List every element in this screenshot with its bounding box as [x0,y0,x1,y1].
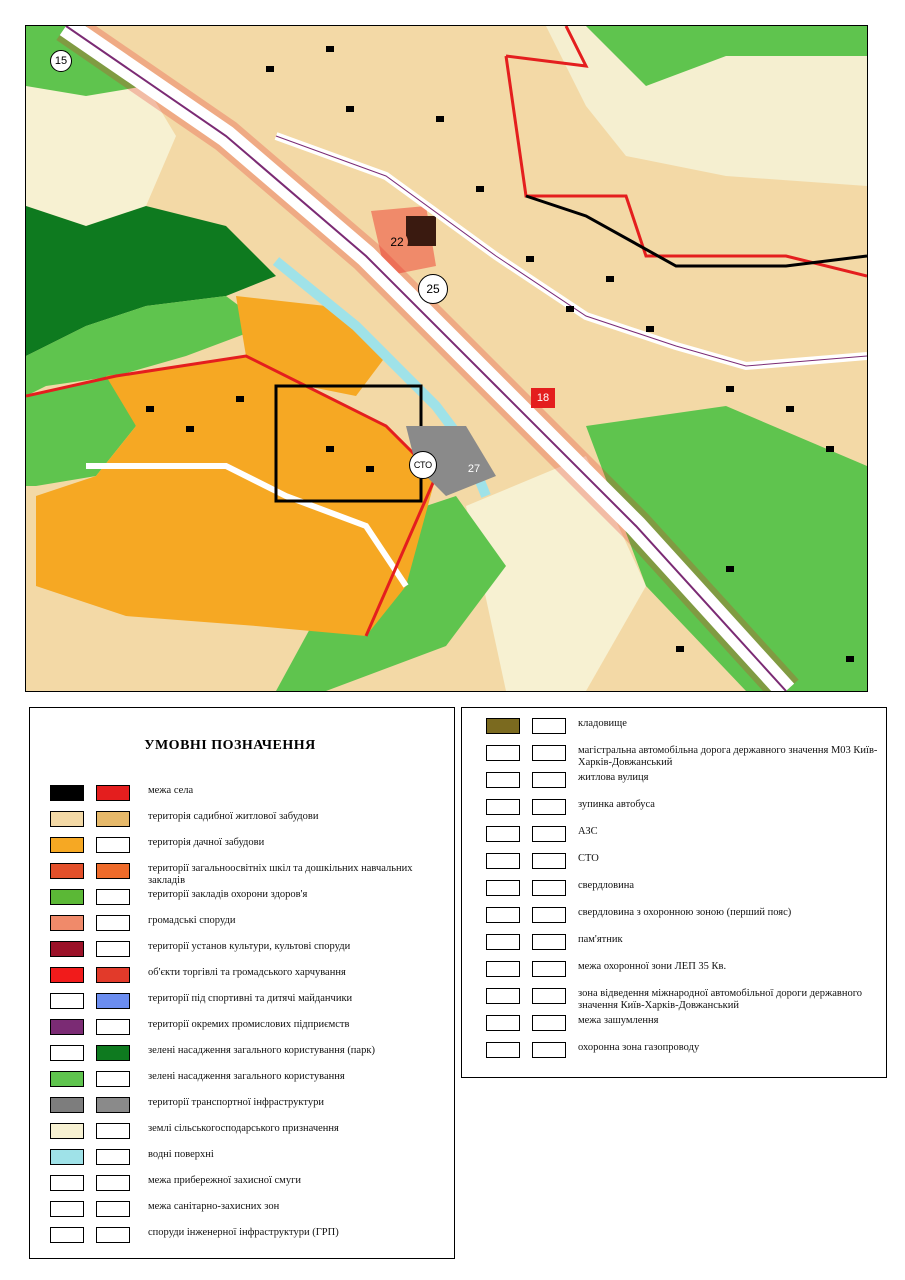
marker-22[interactable] [386,231,408,253]
legend-swatch [50,1071,84,1087]
legend-swatch [486,1042,520,1058]
legend-swatch [486,880,520,896]
legend-item [30,1147,454,1169]
legend-right [461,707,887,1078]
legend-label: межа зашумлення [578,1015,659,1026]
legend-label: території закладів охорони здоров'я [148,889,308,900]
legend-label: свердловина [578,880,635,891]
legend-label: споруди інженерної інфраструктури (ГРП) [148,1227,339,1238]
legend-swatch [96,1019,130,1035]
legend-label: охоронна зона газопроводу [578,1042,700,1053]
legend-label: зона відведення міжнародної автомобільної дороги державного значення Київ-Харків-Довжанський [578,988,863,1011]
legend-swatch [532,988,566,1004]
legend-swatch [532,853,566,869]
legend-item [30,1199,454,1221]
marker-18[interactable] [531,388,555,408]
legend-label: територія садибної житлової забудови [148,811,319,822]
legend-swatch [50,1175,84,1191]
legend-swatch [50,1045,84,1061]
legend-label: межа санітарно-захисних зон [148,1201,280,1212]
legend-swatch [532,1042,566,1058]
legend-item [30,939,454,961]
legend-swatch [50,1019,84,1035]
legend-item [462,959,886,981]
legend-item [462,851,886,873]
legend-item [462,878,886,900]
legend-swatch [50,1097,84,1113]
map-panel[interactable] [25,25,868,692]
legend-label: землі сільськогосподарського призначення [148,1123,339,1134]
legend-swatch [486,826,520,842]
legend-left [29,707,455,1259]
legend-swatch [50,785,84,801]
legend-item [462,905,886,927]
public-building [406,216,436,246]
legend-swatch [96,941,130,957]
legend-item [30,1017,454,1039]
legend-label: території транспортної інфраструктури [148,1097,324,1108]
legend-item [462,932,886,954]
legend-swatch [96,811,130,827]
legend-item [30,887,454,909]
legend-item [30,965,454,987]
legend-item [30,913,454,935]
legend-item [30,1225,454,1247]
legend-swatch [96,1175,130,1191]
legend-swatch [486,907,520,923]
legend-item [30,1121,454,1143]
legend-label: території окремих промислових підприємств [148,1019,350,1030]
legend-item [462,1013,886,1035]
legend-item [462,1040,886,1062]
legend-swatch [50,811,84,827]
legend-swatch [50,1227,84,1243]
legend-swatch [486,988,520,1004]
legend-item [30,861,454,886]
legend-item [30,991,454,1013]
legend-swatch [532,772,566,788]
legend-swatch [532,907,566,923]
legend-label: території загальноосвітніх шкіл та дошкільних навчальних закладів [148,863,413,886]
legend-swatch [486,745,520,761]
marker-label: 15 [54,55,68,67]
legend-swatch [532,961,566,977]
legend-label: магістральна автомобільна дорога державного значення М03 Київ-Харків-Довжанський [578,745,878,768]
legend-label: зелені насадження загального користування [148,1071,345,1082]
legend-swatch [50,993,84,1009]
legend-item [30,783,454,805]
legend-swatch [50,915,84,931]
legend-item [462,743,886,768]
legend-item [462,986,886,1011]
legend-item [30,1095,454,1117]
legend-label: зупинка автобуса [578,799,655,810]
legend-swatch [532,745,566,761]
legend-label: межа села [148,785,194,796]
legend-swatch [96,993,130,1009]
legend-item [462,824,886,846]
legend-swatch [50,1123,84,1139]
legend-label: свердловина з охоронною зоною (перший пояс) [578,907,792,918]
legend-swatch [96,1227,130,1243]
legend-title: УМОВНІ ПОЗНАЧЕННЯ [144,738,316,753]
legend-item [462,716,886,738]
marker-label: СТО [413,460,433,470]
legend-item [462,770,886,792]
legend-swatch [50,1149,84,1165]
legend-swatch [96,1045,130,1061]
legend-swatch [96,1123,130,1139]
legend-item [30,835,454,857]
legend-swatch [50,967,84,983]
legend-swatch [96,785,130,801]
legend-label: межа охоронної зони ЛЕП 35 Кв. [578,961,727,972]
marker-service-station[interactable] [409,451,437,479]
legend-label: зелені насадження загального користування (парк) [148,1045,375,1056]
legend-label: громадські споруди [148,915,236,926]
legend-swatch [532,799,566,815]
legend-swatch [96,1097,130,1113]
legend-swatch [532,1015,566,1031]
legend-label: територія дачної забудови [148,837,265,848]
legend-label: пам'ятник [578,934,623,945]
legend-swatch [532,718,566,734]
legend-label: кладовище [578,718,627,729]
legend-item [30,1069,454,1091]
marker-label: 25 [426,282,440,296]
legend-swatch [486,853,520,869]
legend-label: території під спортивні та дитячі майданчики [148,993,353,1004]
legend-label: межа прибережної захисної смуги [148,1175,302,1186]
legend-swatch [50,889,84,905]
legend-swatch [486,1015,520,1031]
legend-item [462,797,886,819]
legend-item [30,1173,454,1195]
legend-swatch [50,837,84,853]
legend-label: житлова вулиця [578,772,649,783]
map-canvas[interactable] [26,26,867,691]
legend-label: водні поверхні [148,1149,214,1160]
marker-label: 22 [390,235,404,249]
legend-swatch [486,799,520,815]
marker-label: 27 [467,463,481,475]
legend-swatch [50,1201,84,1217]
legend-swatch [532,826,566,842]
legend-swatch [486,772,520,788]
legend-swatch [532,934,566,950]
legend-swatch [96,863,130,879]
legend-swatch [96,967,130,983]
legend-swatch [532,880,566,896]
legend-swatch [96,915,130,931]
legend-item [30,809,454,831]
legend-item [30,1043,454,1065]
legend-swatch [96,1071,130,1087]
legend-label: АЗС [578,826,598,837]
legend-swatch [96,1201,130,1217]
legend-swatch [96,837,130,853]
legend-swatch [96,1149,130,1165]
legend-swatch [486,934,520,950]
legend-swatch [50,863,84,879]
legend-label: СТО [578,853,599,864]
marker-27[interactable] [463,458,485,480]
marker-label: 18 [536,392,550,404]
legend-swatch [486,961,520,977]
legend-swatch [486,718,520,734]
legend-swatch [50,941,84,957]
legend-label: об'єкти торгівлі та громадського харчування [148,967,346,978]
legend-swatch [96,889,130,905]
marker-15[interactable] [50,50,72,72]
marker-25[interactable] [418,274,448,304]
legend-label: території установ культури, культові споруди [148,941,351,952]
